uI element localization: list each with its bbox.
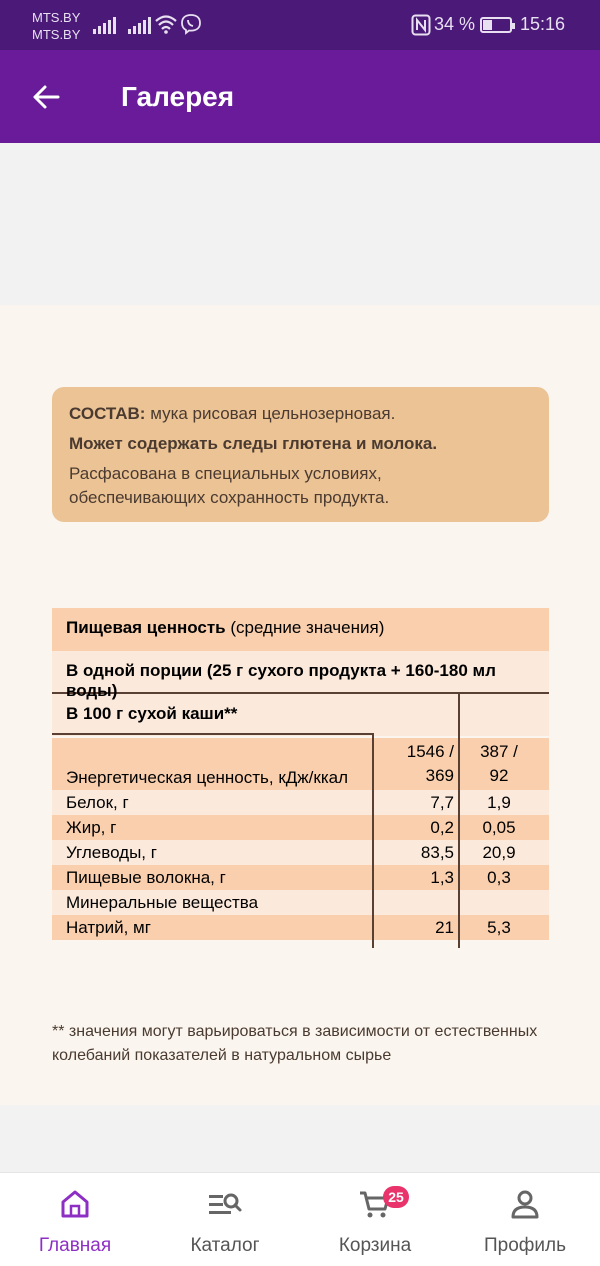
battery-icon	[480, 17, 512, 33]
table-row	[52, 840, 549, 865]
row-value-100g: 83,5	[420, 843, 454, 862]
ingredients-text: мука рисовая цельнозерновая.	[145, 404, 396, 423]
nav-profile-label: Профиль	[483, 1235, 567, 1256]
row-value-serving: 0,05	[482, 818, 516, 837]
nav-cart-label: Корзина	[338, 1235, 412, 1256]
column-divider-1	[372, 735, 374, 948]
row-value-100g: 21	[435, 918, 454, 937]
row-label: Энергетическая ценность, кДж/ккал	[66, 768, 349, 787]
row-label: Углеводы, г	[66, 843, 157, 862]
row-value-serving: 20,9	[482, 843, 516, 862]
nav-profile[interactable]	[450, 1173, 600, 1266]
footnote-line-1: ** значения могут варьироваться в зависимости от естественных	[52, 1023, 538, 1040]
table-row	[52, 738, 549, 790]
row-value-100g: 1,3	[430, 868, 454, 887]
row-value-serving: 5,3	[487, 918, 511, 937]
status-bar	[0, 0, 600, 50]
nutrition-title	[52, 608, 549, 651]
home-icon	[58, 1187, 92, 1221]
nutrition-title-bold: Пищевая ценность	[66, 618, 226, 637]
row-value-serving: 1,9	[487, 793, 511, 812]
viber-icon	[180, 13, 202, 35]
nutrition-title-note: (средние значения)	[225, 618, 385, 637]
table-row	[52, 790, 549, 815]
row-value-100g: 0,2	[430, 818, 454, 837]
signal-1-icon	[93, 16, 116, 34]
row-divider	[52, 733, 374, 735]
battery-percent: 34 %	[434, 14, 476, 34]
profile-icon	[508, 1187, 542, 1221]
app-bar	[0, 50, 600, 143]
row-label: Натрий, мг	[66, 918, 151, 937]
packing-line-1: Расфасована в специальных условиях,	[69, 464, 382, 483]
nav-cart[interactable]	[300, 1173, 450, 1266]
carrier-1: MTS.BY	[32, 10, 81, 25]
carrier-2: MTS.BY	[32, 27, 81, 42]
row-label: Пищевые волокна, г	[66, 868, 226, 887]
ingredients-box	[52, 387, 549, 522]
nav-home-label: Главная	[38, 1235, 112, 1256]
cart-badge: 25	[383, 1186, 409, 1208]
nutrition-rows	[52, 738, 549, 940]
footnote	[52, 1020, 562, 1068]
page-title: Галерея	[121, 81, 235, 112]
column-divider-2	[458, 694, 460, 948]
table-row	[52, 890, 549, 915]
clock: 15:16	[520, 14, 566, 34]
row-value-100g: 1546 / 369	[406, 742, 454, 785]
carrier-names	[32, 9, 80, 43]
nav-catalog[interactable]	[150, 1173, 300, 1266]
per-100g-header: В 100 г сухой каши**	[52, 694, 549, 736]
wifi-icon	[154, 14, 178, 34]
per-serving-header: В одной порции (25 г сухого продукта + 160-180 мл воды)	[52, 651, 549, 694]
packing-line-2: обеспечивающих сохранность продукта.	[69, 488, 390, 507]
footnote-line-2: колебаний показателей в натуральном сырье	[52, 1047, 392, 1064]
signal-2-icon	[128, 16, 151, 34]
arrow-left-icon[interactable]	[30, 81, 62, 113]
catalog-search-icon	[207, 1187, 243, 1221]
allergen-warning: Может содержать следы глютена и молока.	[69, 434, 438, 453]
bottom-nav	[0, 1172, 600, 1266]
nutrition-table	[52, 608, 549, 736]
row-value-serving: 387 / 92	[480, 742, 518, 785]
table-row	[52, 915, 549, 940]
row-label: Белок, г	[66, 793, 129, 812]
nfc-icon	[411, 14, 431, 36]
row-value-100g: 7,7	[430, 793, 454, 812]
row-label: Жир, г	[66, 818, 117, 837]
table-row	[52, 815, 549, 840]
ingredients-label: СОСТАВ:	[69, 404, 146, 423]
row-label: Минеральные вещества	[66, 893, 259, 912]
nav-catalog-label: Каталог	[190, 1235, 260, 1256]
row-value-serving: 0,3	[487, 868, 511, 887]
table-row	[52, 865, 549, 890]
nav-home[interactable]	[0, 1173, 150, 1266]
